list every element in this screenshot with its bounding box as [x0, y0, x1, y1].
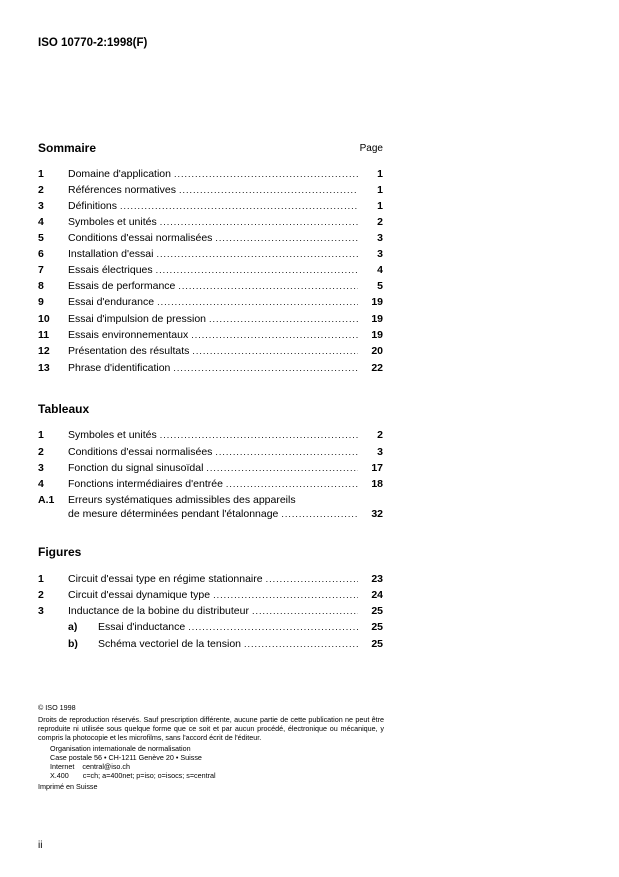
toc-number: 5 [38, 232, 44, 244]
toc-title: Essais de performance [68, 280, 176, 292]
toc-number: A.1 [38, 494, 55, 506]
toc-number: 7 [38, 264, 44, 276]
toc-title: Essai d'impulsion de pression [68, 313, 206, 325]
toc-number: 3 [38, 200, 44, 212]
toc-title: Essais électriques [68, 264, 153, 276]
internet-address: Internet central@iso.ch [50, 762, 131, 771]
toc-number: 8 [38, 280, 44, 292]
toc-number: 1 [38, 573, 44, 585]
dot-leader [252, 606, 358, 616]
dot-leader [120, 201, 358, 211]
dot-leader [160, 217, 358, 227]
toc-row[interactable] [38, 329, 383, 345]
toc-title: Circuit d'essai dynamique type [68, 589, 211, 601]
toc-page: 3 [377, 232, 383, 244]
dot-leader [266, 574, 358, 584]
dot-leader [215, 233, 358, 243]
dot-leader [191, 330, 358, 340]
dot-leader [174, 169, 358, 179]
toc-page: 18 [371, 478, 383, 490]
postal-address: Case postale 56 • CH-1211 Genève 20 • Suisse [50, 753, 202, 762]
dot-leader [173, 363, 358, 373]
dot-leader [178, 281, 358, 291]
toc-number: 1 [38, 429, 44, 441]
dot-leader [213, 590, 358, 600]
toc-page: 1 [377, 200, 383, 212]
toc-page: 25 [371, 621, 383, 633]
toc-row[interactable] [38, 313, 383, 329]
toc-page: 1 [377, 184, 383, 196]
toc-row[interactable] [38, 508, 383, 524]
toc-title: Fonction du signal sinusoïdal [68, 462, 204, 474]
toc-number: 2 [38, 589, 44, 601]
toc-number: 1 [38, 168, 44, 180]
dot-leader [188, 622, 358, 632]
toc-row[interactable] [38, 296, 383, 312]
dot-leader [209, 314, 358, 324]
toc-row[interactable] [38, 429, 383, 445]
dot-leader [281, 509, 358, 519]
toc-page: 23 [371, 573, 383, 585]
toc-page: 20 [371, 345, 383, 357]
dot-leader [156, 249, 358, 259]
toc-row[interactable] [38, 184, 383, 200]
toc-row[interactable] [38, 621, 383, 637]
toc-number: 13 [38, 362, 50, 374]
toc-title-continued: de mesure déterminées pendant l'étalonnage [68, 508, 279, 520]
page-column-label: Page [359, 143, 383, 154]
toc-title: Symboles et unités [68, 216, 157, 228]
toc-row[interactable] [38, 216, 383, 232]
toc-page: 17 [371, 462, 383, 474]
toc-row[interactable] [38, 462, 383, 478]
dot-leader [179, 185, 358, 195]
toc-page: 3 [377, 446, 383, 458]
toc-subnumber: a) [68, 621, 78, 633]
dot-leader [226, 479, 358, 489]
toc-row[interactable] [38, 573, 383, 589]
toc-number: 3 [38, 605, 44, 617]
toc-number: 12 [38, 345, 50, 357]
toc-title: Installation d'essai [68, 248, 154, 260]
toc-number: 9 [38, 296, 44, 308]
toc-page: 24 [371, 589, 383, 601]
toc-row[interactable] [38, 638, 383, 654]
toc-page: 19 [371, 329, 383, 341]
toc-row[interactable] [38, 478, 383, 494]
toc-title: Conditions d'essai normalisées [68, 446, 213, 458]
toc-page: 5 [377, 280, 383, 292]
toc-title: Essais environnementaux [68, 329, 189, 341]
toc-page: 19 [371, 296, 383, 308]
printed-in: Imprimé en Suisse [38, 782, 98, 791]
toc-row[interactable] [38, 264, 383, 280]
toc-subnumber: b) [68, 638, 78, 650]
toc-title: Présentation des résultats [68, 345, 190, 357]
dot-leader [244, 639, 358, 649]
toc-title: Symboles et unités [68, 429, 157, 441]
toc-title: Domaine d'application [68, 168, 171, 180]
toc-title: Schéma vectoriel de la tension [98, 638, 241, 650]
toc-title: Définitions [68, 200, 118, 212]
toc-title: Inductance de la bobine du distributeur [68, 605, 249, 617]
toc-row[interactable] [38, 605, 383, 621]
dot-leader [206, 463, 358, 473]
toc-row[interactable] [38, 345, 383, 361]
toc-row[interactable] [38, 248, 383, 264]
toc-page: 19 [371, 313, 383, 325]
toc-page: 32 [371, 508, 383, 520]
sommaire-title: Sommaire [38, 141, 97, 155]
toc-row[interactable] [38, 232, 383, 248]
document-id: ISO 10770-2:1998(F) [38, 37, 148, 49]
page-number: ii [38, 840, 43, 851]
toc-number: 4 [38, 478, 44, 490]
toc-page: 1 [377, 168, 383, 180]
toc-page: 2 [377, 216, 383, 228]
toc-page: 22 [371, 362, 383, 374]
toc-page: 25 [371, 638, 383, 650]
toc-page: 4 [377, 264, 383, 276]
toc-title: Fonctions intermédiaires d'entrée [68, 478, 223, 490]
toc-title: Circuit d'essai type en régime stationnaire [68, 573, 263, 585]
toc-title: Essai d'inductance [98, 621, 186, 633]
toc-page: 3 [377, 248, 383, 260]
toc-row[interactable] [38, 589, 383, 605]
toc-row[interactable] [38, 446, 383, 462]
copyright-line: © ISO 1998 [38, 703, 76, 712]
toc-row[interactable] [38, 168, 383, 184]
toc-number: 10 [38, 313, 50, 325]
toc-number: 2 [38, 446, 44, 458]
dot-leader [192, 346, 358, 356]
toc-title: Essai d'endurance [68, 296, 155, 308]
toc-number: 4 [38, 216, 44, 228]
toc-number: 3 [38, 462, 44, 474]
toc-title: Erreurs systématiques admissibles des appareils [68, 494, 296, 506]
toc-page: 2 [377, 429, 383, 441]
figures-title: Figures [38, 545, 82, 559]
dot-leader [160, 430, 358, 440]
toc-page: 25 [371, 605, 383, 617]
x400-address: X.400 c=ch; a=400net; p=iso; o=isocs; s=central [50, 771, 216, 780]
dot-leader [156, 265, 358, 275]
toc-row[interactable] [38, 200, 383, 216]
copyright-block [38, 703, 384, 791]
dot-leader [215, 447, 358, 457]
tableaux-title: Tableaux [38, 402, 90, 416]
dot-leader [157, 297, 358, 307]
toc-number: 2 [38, 184, 44, 196]
toc-number: 11 [38, 329, 50, 341]
organisation-name: Organisation internationale de normalisation [50, 744, 191, 753]
toc-title: Références normatives [68, 184, 176, 196]
toc-row[interactable] [38, 280, 383, 296]
toc-title: Conditions d'essai normalisées [68, 232, 213, 244]
toc-title: Phrase d'identification [68, 362, 171, 374]
toc-number: 6 [38, 248, 44, 260]
toc-row[interactable] [38, 362, 383, 378]
rights-notice: Droits de reproduction réservés. Sauf prescription différente, aucune partie de cette publication ne peut être reproduite ni utilisée sous quelque forme que ce soit et par aucun procédé, électronique ou mécanique, y compris la photocopie et les microfilms, sans l'accord écrit de l'éditeur. [38, 715, 384, 742]
